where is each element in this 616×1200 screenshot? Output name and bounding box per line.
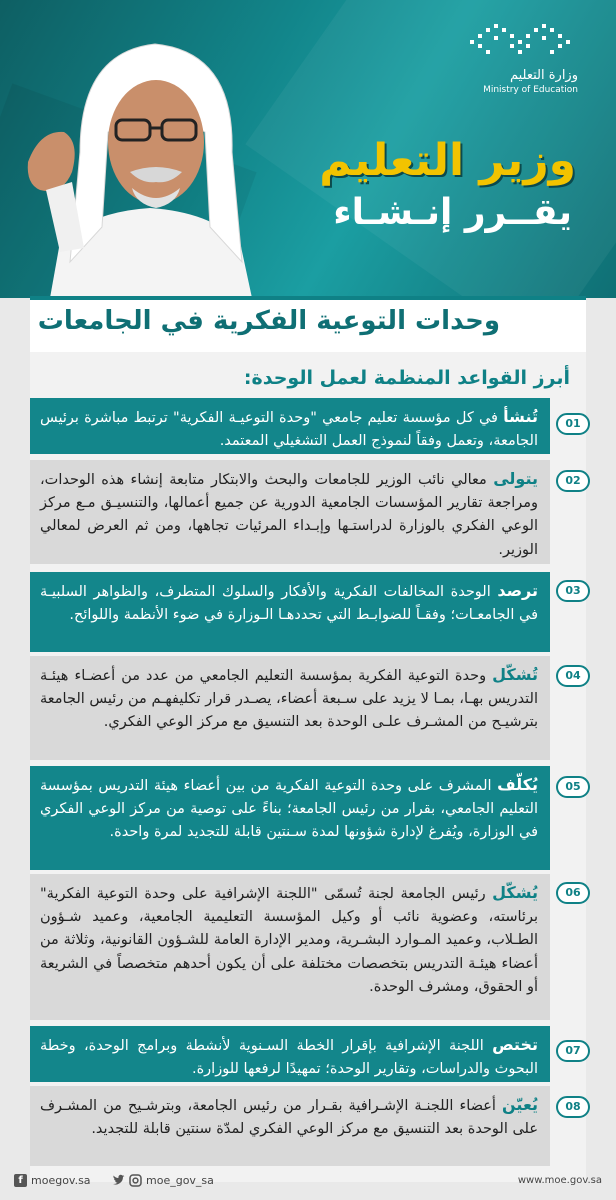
rule-item-02 (30, 460, 550, 564)
rule-number-badge: 06 (556, 882, 590, 904)
rule-number-badge: 05 (556, 776, 590, 798)
rule-number-badge: 03 (556, 580, 590, 602)
section-heading: أبرز القواعد المنظمة لعمل الوحدة: (243, 367, 570, 389)
rule-item-04 (30, 656, 550, 760)
rule-number-badge: 01 (556, 413, 590, 435)
facebook-link[interactable] (14, 1174, 91, 1187)
rule-lead: يُشكّل (492, 883, 538, 902)
logo-arabic-text: وزارة التعليم (509, 68, 578, 83)
minister-portrait (20, 12, 280, 298)
rule-item-08 (30, 1086, 550, 1166)
instagram-icon (129, 1174, 142, 1187)
rule-text: وحدة التوعية الفكرية بمؤسسة التعليم الجامعي من عدد من أعضـاء هيئـة التدريس بهـا، بمـا لا يزيد على سـبعة أعضاء، يصـدر قرار تكليفهـم من رئيس الجامعة بترشيـح من المشـرف علـى الوحدة بعد التنسيق مع مركز الوعي الفكري. (40, 668, 538, 731)
rule-text: أعضاء اللجنـة الإشـرافية بقـرار من رئيس الجامعة، وبترشـيح من المشـرف على الوحدة بعد التنسيق مع مركز الوعي الفكري لمدّة سنتين قابلة للتجديد. (40, 1098, 538, 1138)
facebook-handle: moegov.sa (31, 1174, 91, 1187)
rule-item-07 (30, 1026, 550, 1082)
rule-lead: تُنشأ (503, 407, 538, 426)
rule-text: المشرف على وحدة التوعية الفكرية من بين أعضاء هيئة التدريس بمؤسسة التعليم الجامعي، بقرار من رئيس الجامعة؛ بناءً على توصية من مركز الوعي الفكري في الوزارة، ويُفرغ لإدارة شؤونها لمدة سـنتين قابلة للتجديد لمرة واحدة. (40, 778, 538, 841)
header-banner (0, 0, 616, 298)
rule-text: رئيس الجامعة لجنة تُسمّى "اللجنة الإشرافية على وحدة التوعية الفكرية" برئاسته، وعضوية نائب أو وكيل المؤسسة التعليمية الجامعية، وعميد شـؤون الطـلاب، وعميد المـوارد البشـرية، ومدير الإدارة العامة للشـؤون القانونية، وثلاثة من أعضاء هيئـة التدريس بتخصصات مختلفة على أن يكون أحدهم متخصصاً في الشريعة أو الحقوق، ومشرف الوحدة. (40, 886, 538, 995)
twitter-instagram-handle: moe_gov_sa (146, 1174, 214, 1187)
ministry-logo-icon (470, 22, 578, 60)
rule-item-06 (30, 874, 550, 1020)
rule-lead: تختص (492, 1035, 538, 1054)
rule-text: معالي نائب الوزير للجامعات والبحث والابتكار متابعة إنشاء هذه الوحدات، ومراجعة تقارير المؤسسات الجامعية الدورية عن جميع أعمالها، والتنسيـق مـع مركز الوعي الفكري بالوزارة لدراستـها وإبـداء المرئيات تجاهها، ومن ثم العرض لمعالي الوزير. (40, 472, 538, 558)
title-sub: يقــرر إنـشـاء (333, 192, 572, 233)
logo-english-text: Ministry of Education (483, 85, 578, 95)
rule-number-badge: 04 (556, 665, 590, 687)
rule-item-05 (30, 766, 550, 870)
rule-item-01 (30, 398, 550, 454)
rule-lead: يُكلّف (497, 775, 538, 794)
subtitle-text: وحدات التوعية الفكرية في الجامعات (37, 306, 500, 336)
rule-lead: يتولى (493, 469, 538, 488)
rule-number-badge: 08 (556, 1096, 590, 1118)
rule-number-badge: 07 (556, 1040, 590, 1062)
rule-lead: تُشكّل (492, 665, 538, 684)
rule-lead: يُعيّن (502, 1095, 538, 1114)
ministry-logo (438, 22, 578, 95)
subtitle-band (30, 296, 586, 352)
twitter-icon (112, 1174, 125, 1187)
website-link[interactable]: www.moe.gov.sa (517, 1175, 602, 1186)
twitter-instagram-link[interactable] (112, 1174, 214, 1187)
facebook-icon: f (14, 1174, 27, 1187)
rule-number-badge: 02 (556, 470, 590, 492)
rule-text: في كل مؤسسة تعليم جامعي "وحدة التوعيـة الفكرية" ترتبط مباشرة برئيس الجامعة، وتعمل وفقاً لنموذج العمل التشغيلي المعتمد. (40, 410, 538, 450)
title-main: وزير التعليم (319, 135, 576, 186)
rule-lead: ترصد (497, 581, 538, 600)
rule-text: اللجنة الإشرافية بإقرار الخطة السـنوية لأنشطة وبرامج الوحدة، وخطة البحوث والدراسات، وتقارير الوحدة؛ تمهيدًا لرفعها للوزارة. (40, 1038, 538, 1078)
rule-text: الوحدة المخالفات الفكرية والأفكار والسلوك المتطرف، والظواهر السلبيـة في الجامعـات؛ وفقـاً للضوابـط التي تحددهـا الـوزارة في ضوء الأنظمة واللوائح. (40, 584, 538, 624)
rule-item-03 (30, 572, 550, 652)
